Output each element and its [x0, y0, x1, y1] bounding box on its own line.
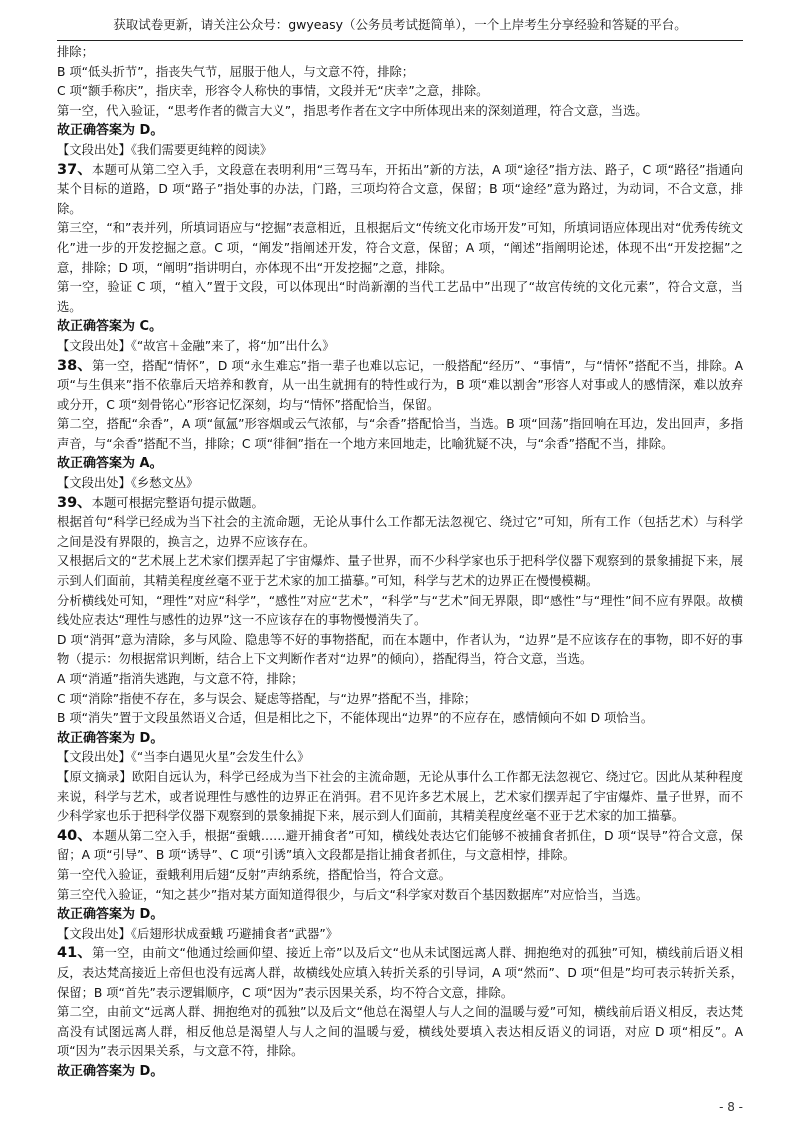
explanation-paragraph [57, 415, 743, 454]
paragraph-text: 又根据后文的“艺术展上艺术家们摆弄起了宇宙爆炸、量子世界，而不少科学家也乐于把科学仪器下观察到的景象捕捉下来，展示到人们面前，其精美程度丝毫不亚于艺术家的加工描摹。”可知，科学与艺术的边界正在慢慢模糊。 [57, 554, 743, 589]
explanation-paragraph [57, 886, 743, 906]
question-number: 40、 [57, 827, 93, 844]
paragraph-text: 第一空，验证 C 项，“植入”置于文段，可以体现出“时尚新潮的当代工艺品中”出现了“故宫传统的文化元素”，符合文意，当选。 [57, 280, 743, 314]
question-number: 37、 [57, 161, 93, 178]
source-line [57, 474, 743, 494]
answer-line [57, 1062, 743, 1082]
explanation-paragraph [57, 670, 743, 690]
paragraph-text: 第一空代入验证，蚕蛾利用后翅“反射”声纳系统，搭配恰当，符合文意。 [57, 867, 451, 882]
explanation-paragraph [57, 219, 743, 278]
paragraph-text: A 项“消遁”指消失逃跑，与文意不符，排除； [57, 672, 304, 686]
question-paragraph [57, 357, 743, 416]
explanation-paragraph [57, 592, 743, 631]
paragraph-text: 本题可根据完整语句提示做题。 [91, 495, 264, 510]
question-paragraph [57, 944, 743, 1003]
explanation-paragraph [57, 513, 743, 552]
explanation-paragraph [57, 709, 743, 729]
page-header: 获取试卷更新，请关注公众号：gwyeasy（公务员考试挺简单），一个上岸考生分享经验和答疑的平台。 [57, 14, 743, 41]
source-line [57, 141, 743, 161]
answer-explanations [57, 43, 743, 1081]
paragraph-text: 故正确答案为 C。 [57, 319, 163, 335]
source-line [57, 337, 743, 357]
answer-line [57, 905, 743, 925]
paragraph-text: 【文段出处】《“当李白遇见火星”会发生什么》 [57, 750, 310, 765]
answer-line [57, 454, 743, 474]
source-line [57, 925, 743, 945]
paragraph-text: 【文段出处】《我们需要更纯粹的阅读》 [57, 142, 273, 157]
paragraph-text: 第三空，“和”表并列，所填词语应与“挖掘”表意相近，且根据后文“传统文化市场开发”可知，所填词语应体现出对“优秀传统文化”进一步的开发挖掘之意。C 项，“阐发”指阐述开发，符合文意，保留；A 项，“阐述”指阐明论述，体现不出“开发挖掘”之意，排除；D 项，“阐明”指讲明白，亦体现不出“开发挖掘”之意，排除。 [57, 221, 743, 275]
paragraph-text: 排除； [57, 45, 94, 59]
explanation-paragraph [57, 866, 743, 886]
paragraph-text: 根据首句“科学已经成为当下社会的主流命题，无论从事什么工作都无法忽视它、绕过它”可知，所有工作（包括艺术）与科学之间是没有界限的，换言之，边界不应该存在。 [57, 515, 743, 549]
question-number: 41、 [57, 945, 93, 962]
paragraph-text: 故正确答案为 D。 [57, 730, 164, 746]
explanation-paragraph [57, 63, 743, 83]
paragraph-text: C 项“额手称庆”，指庆幸，形容令人称快的事情，文段并无“庆幸”之意，排除。 [57, 84, 489, 99]
paragraph-text: C 项“消除”指使不存在，多与误会、疑虑等搭配，与“边界”搭配不当，排除； [57, 691, 477, 706]
paragraph-text: 故正确答案为 D。 [57, 1063, 164, 1079]
question-number: 39、 [57, 494, 92, 511]
page-number: - 8 - [719, 1100, 743, 1114]
paragraph-text: 本题可从第二空入手，文段意在表明利用“三驾马车，开拓出”新的方法，A 项“途径”指方法、路子，C 项“路径”指通向某个目标的道路，D 项“路子”指处事的办法，门路，三项均符合文意，保留；B 项“途经”意为路过，为动词，不合文意，排除。 [57, 162, 743, 216]
paragraph-text: 分析横线处可知，“理性”对应“科学”，“感性”对应“艺术”，“科学”与“艺术”间无界限，即“感性”与“理性”间不应有界限。故横线处应表达“理性与感性的边界”这一不应该存在的事物慢慢消失了。 [57, 593, 743, 628]
explanation-paragraph [57, 43, 743, 63]
question-paragraph [57, 494, 743, 514]
paragraph-text: 第一空，代入验证，“思考作者的微言大义”，指思考作者在文字中所体现出来的深刻道理，符合文意，当选。 [57, 103, 648, 118]
explanation-paragraph [57, 102, 743, 122]
paragraph-text: 第三空代入验证，“知之甚少”指对某方面知道得很少，与后文“科学家对数百个基因数据库”对应恰当，当选。 [57, 887, 649, 902]
explanation-paragraph [57, 82, 743, 102]
paragraph-text: 第二空，搭配“余香”，A 项“氤氲”形容烟或云气浓郁，与“余香”搭配恰当，当选。B 项“回荡”指回响在耳边，发出回声，多指声音，与“余香”搭配不当，排除；C 项“徘徊”指在一个地方来回地走，比喻犹疑不决，与“余香”搭配不当，排除。 [57, 417, 743, 451]
question-paragraph [57, 827, 743, 866]
question-number: 38、 [57, 357, 93, 374]
paragraph-text: 【文段出处】《后翅形状成蚕蛾 巧避捕食者“武器”》 [57, 926, 339, 941]
paragraph-text: 【文段出处】《“故宫＋金融”来了，将“加”出什么》 [57, 338, 335, 353]
paragraph-text: 第一空，搭配“情怀”，D 项“永生难忘”指一辈子也难以忘记，一般搭配“经历”、“事情”，与“情怀”搭配不当，排除。A 项“与生俱来”指不依靠后天培养和教育，从一出生就拥有的特性或行为，B 项“难以割舍”形容人对事或人的感情深，难以放弃或分开，C 项“刻骨铭心”形容记忆深刻，均与“情怀”搭配恰当，保留。 [57, 358, 743, 412]
paragraph-text: 故正确答案为 D。 [57, 907, 164, 923]
source-line [57, 748, 743, 768]
paragraph-text: 【原文摘录】欧阳自远认为，科学已经成为当下社会的主流命题，无论从事什么工作都无法忽视它、绕过它。因此从某种程度来说，科学与艺术，或者说理性与感性的边界正在消弭。君不见许多艺术展上，艺术家们摆弄起了宇宙爆炸、量子世界，而不少科学家也乐于把科学仪器下观察到的景象捕捉下来，展示到人们面前，其精美程度丝毫不亚于艺术家的加工描摹。 [57, 769, 743, 824]
explanation-paragraph [57, 552, 743, 591]
paragraph-text: 故正确答案为 A。 [57, 456, 163, 472]
source-line [57, 768, 743, 827]
explanation-paragraph [57, 631, 743, 670]
answer-line [57, 729, 743, 749]
question-paragraph [57, 161, 743, 220]
explanation-paragraph [57, 278, 743, 317]
paragraph-text: B 项“消失”置于文段虽然语义合适，但是相比之下，不能体现出“边界”的不应存在，感情倾向不如 D 项恰当。 [57, 711, 654, 726]
paragraph-text: 本题从第二空入手，根据“蚕蛾……避开捕食者”可知，横线处表达它们能够不被捕食者抓住，D 项“误导”符合文意，保留；A 项“引导”、B 项“诱导”、C 项“引诱”填入文段都是指让捕食者抓住，与文意相悖，排除。 [57, 828, 743, 863]
explanation-paragraph [57, 690, 743, 710]
answer-line [57, 121, 743, 141]
paragraph-text: B 项“低头折节”，指丧失气节，屈服于他人，与文意不符，排除； [57, 64, 415, 79]
paragraph-text: 故正确答案为 D。 [57, 123, 164, 139]
paragraph-text: D 项“消弭”意为清除，多与风险、隐患等不好的事物搭配，而在本题中，作者认为，“边界”是不应该存在的事物，即不好的事物（提示：勿根据常识判断，结合上下文判断作者对“边界”的倾向），搭配得当，符合文意，当选。 [57, 632, 743, 667]
paragraph-text: 第一空，由前文“他通过绘画仰望、接近上帝”以及后文“也从未试图远离人群、拥抱绝对的孤独”可知，横线前后语义相反，表达梵高接近上帝但也没有远离人群，故横线处应填入转折关系的引导词，A 项“然而”、D 项“但是”均可表示转折关系，保留；B 项“首先”表示逻辑顺序，C 项“因为”表示因果关系，均不符合文意，排除。 [57, 946, 743, 1000]
paragraph-text: 第二空，由前文“远离人群、拥抱绝对的孤独”以及后文“他总在渴望人与人之间的温暖与爱”可知，横线前后语义相反，表达梵高没有试图远离人群，相反他总是渴望人与人之间的温暖与爱，横线处要填入表达相反语义的词语，对应 D 项“相反”。A 项“因为”表示因果关系，与文意不符，排除。 [57, 1005, 743, 1059]
answer-line [57, 317, 743, 337]
paragraph-text: 【文段出处】《乡愁文丛》 [57, 476, 199, 491]
explanation-paragraph [57, 1003, 743, 1062]
